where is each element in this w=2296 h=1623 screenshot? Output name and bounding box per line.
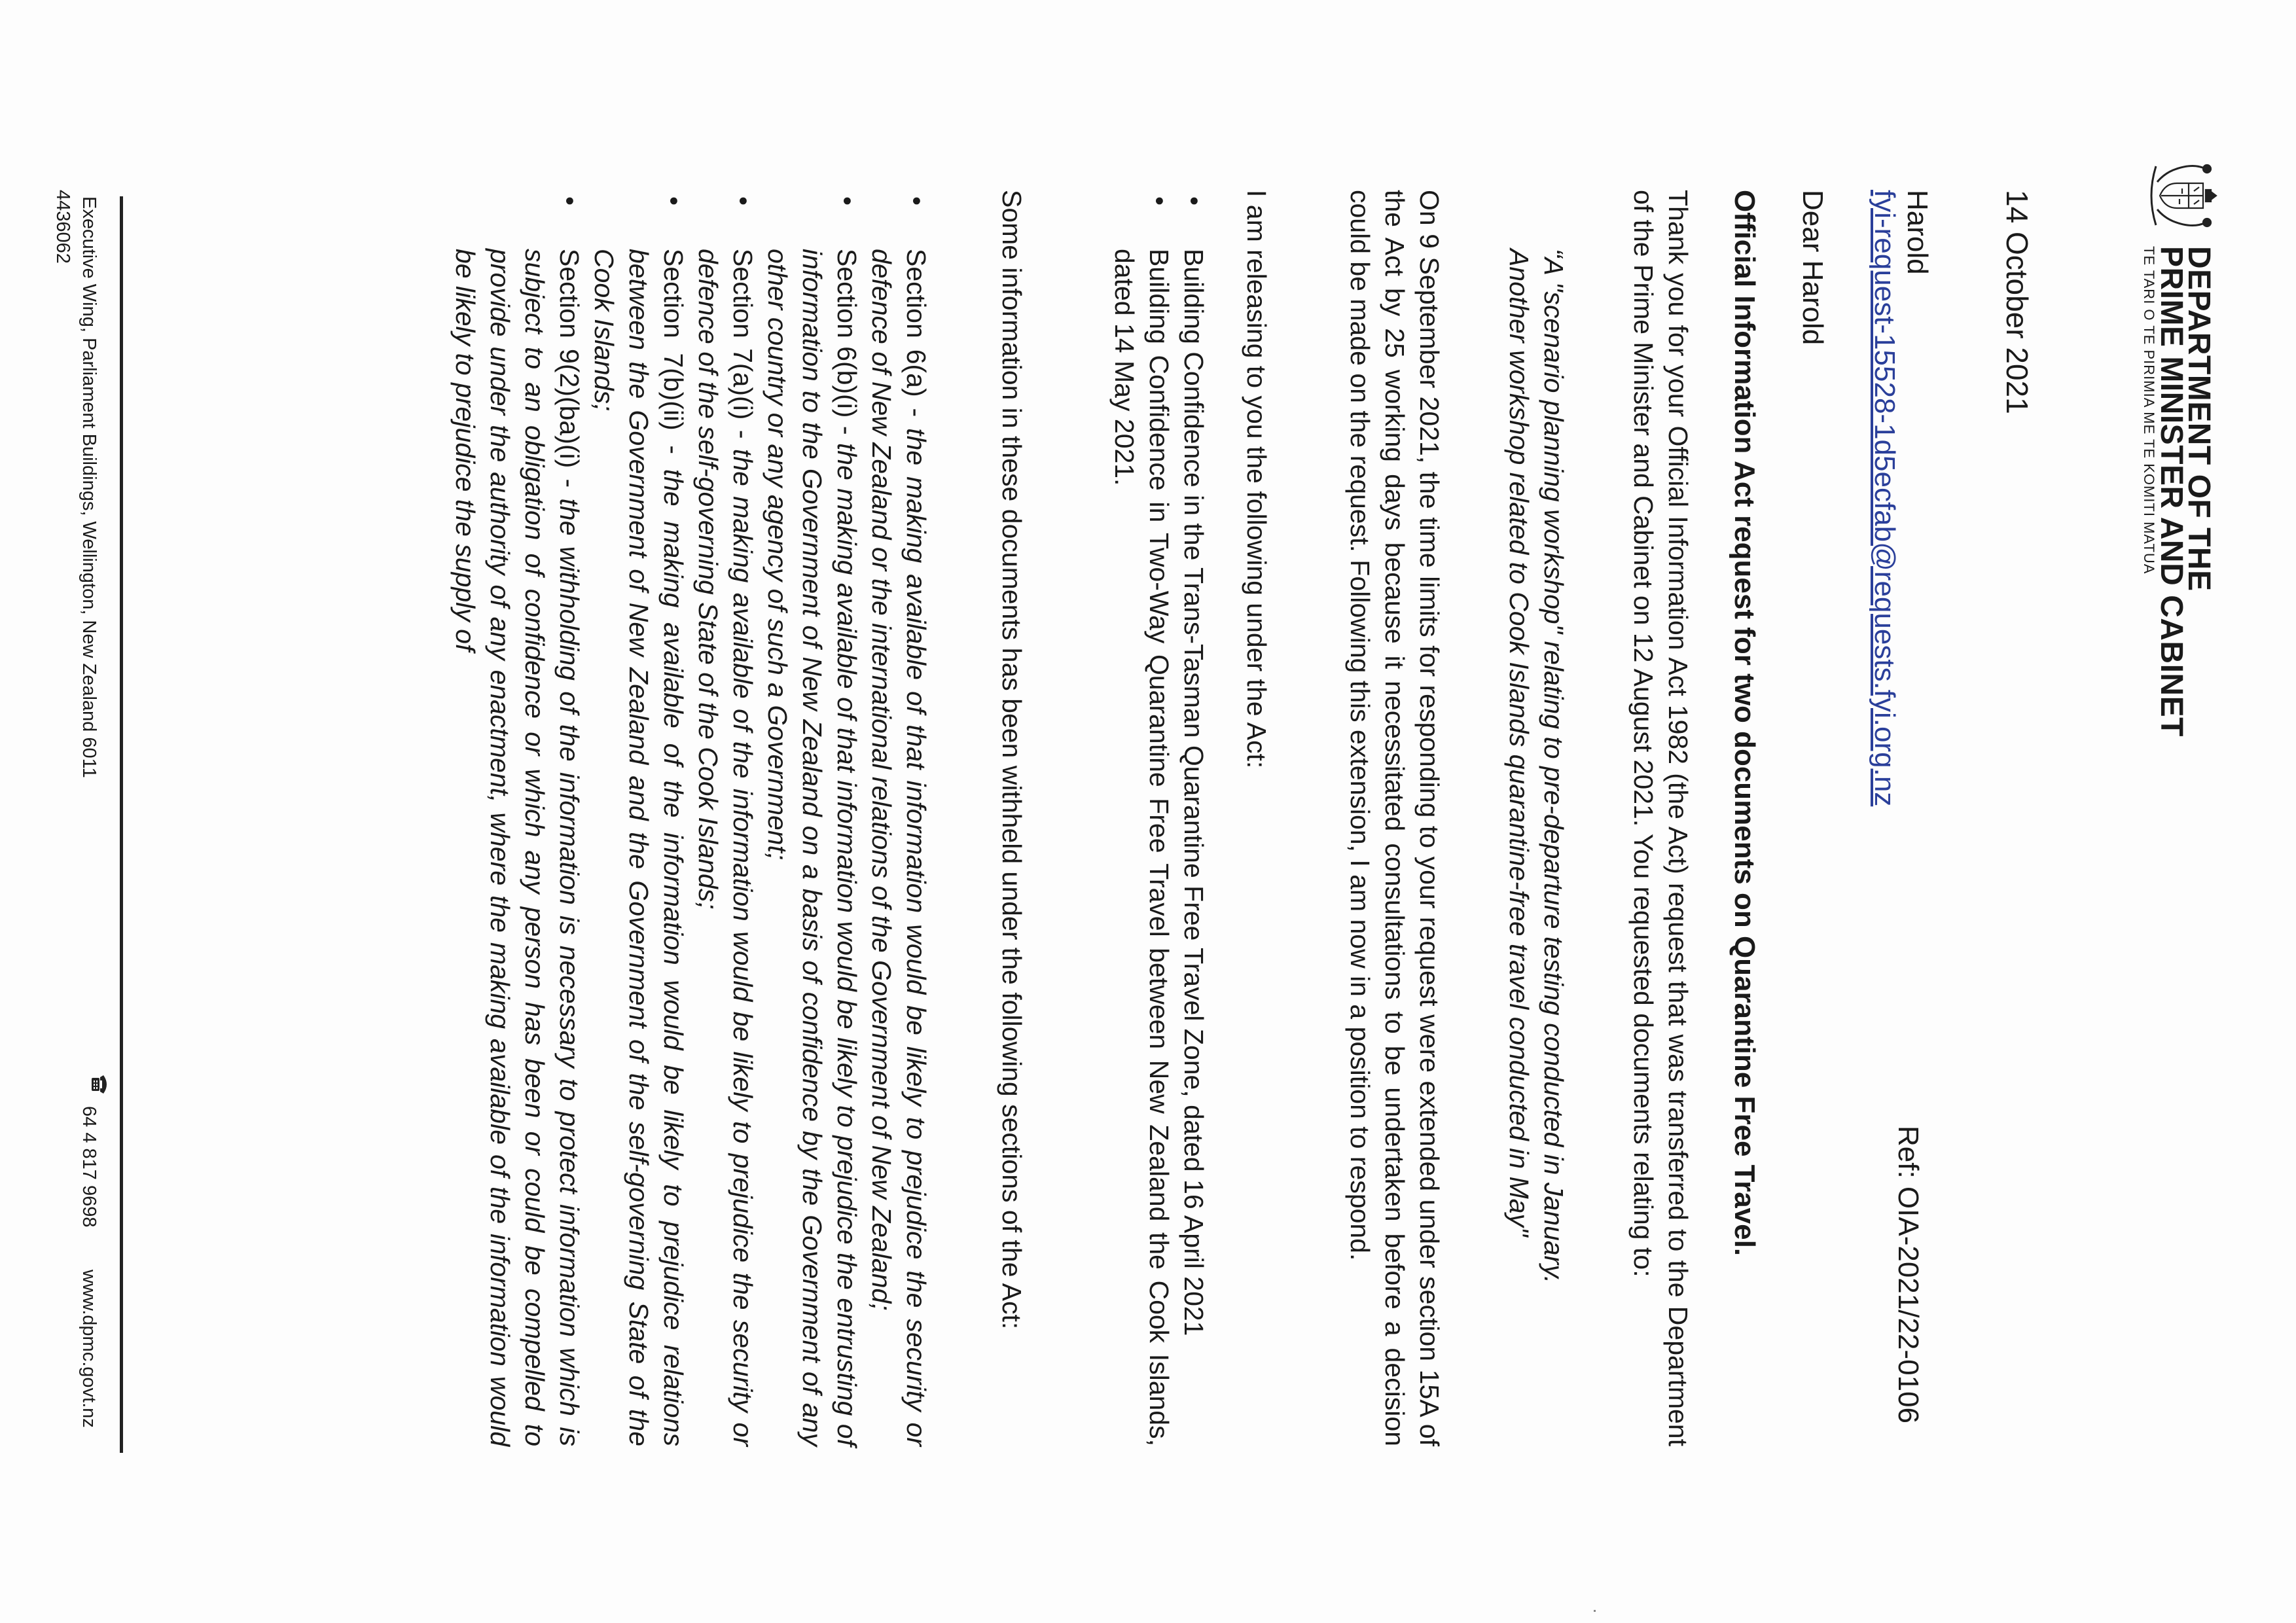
list-item — [1107, 190, 1176, 1446]
section-number: Section 9(2)(ba)(i) - — [554, 249, 584, 488]
withheld-paragraph: Some information in these documents has been withheld under the following sections of the Act: — [997, 190, 1027, 1330]
footer-website-link[interactable]: www.dpmc.govt.nz — [79, 1270, 99, 1428]
section-description: the making available of that information would be likely to prejudice the security or defence of New Zealand or the international relations of the Government of New Zealand; — [867, 249, 931, 1446]
released-document-title: Building Confidence in the Trans-Tasman Quarantine Free Travel Zone, dated 16 April 2021 — [1179, 249, 1209, 1336]
org-name-line1: DEPARTMENT OF THE — [2181, 246, 2216, 592]
quote-line-2: Another workshop related to Cook Islands quarantine-free travel conducted in May" — [1504, 249, 1534, 1237]
list-item — [691, 190, 760, 1446]
bullet-icon: • — [1179, 196, 1208, 206]
section-description: the withholding of the information is necessary to protect information which is subject to an obligation of confidence or which any person has been or could be compelled to provide under the authority of any enactment, where the making available of the information would be likely to prejudice the supply of — [450, 249, 584, 1446]
intro-paragraph: Thank you for your Official Information Act 1982 (the Act) request that was transferred to the Department of the Prime Minister and Cabinet on 12 August 2021. You requested documents relating to: — [1628, 190, 1693, 1446]
section-number: Section 6(b)(i) - — [832, 249, 862, 435]
list-item — [864, 190, 933, 1446]
letter-subject: Official Information Act request for two documents on Quarantine Free Travel. — [1729, 190, 1761, 1257]
section-number: Section 7(a)(i) - — [728, 249, 758, 439]
bullet-icon: • — [555, 196, 584, 206]
releasing-paragraph: I am releasing to you the following under the Act: — [1242, 190, 1272, 769]
recipient-name: Harold — [1901, 190, 1933, 275]
requested-items-quote — [1501, 249, 1571, 1446]
section-description: the making available of the information would be likely to prejudice the security or defence of the self-governing State of the Cook Islands; — [693, 249, 758, 1446]
footer-divider — [120, 196, 123, 1453]
reference-number: Ref: OIA-2021/22-0106 — [1892, 1126, 1924, 1423]
list-item — [1176, 190, 1211, 1446]
scan-speck — [1594, 1610, 1596, 1612]
org-name-maori: TE TARI O TE PIRIMIA ME TE KOMITI MATUA — [2141, 246, 2157, 575]
footer-address: Executive Wing, Parliament Buildings, Wellington, New Zealand 6011 — [79, 196, 99, 778]
withheld-sections-list — [448, 190, 933, 1446]
section-number: Section 7(b)(ii) - — [658, 249, 689, 455]
open-quote-mark: “ — [1539, 249, 1569, 258]
list-item — [448, 190, 586, 1446]
quote-line-1 — [1536, 249, 1571, 1446]
section-number: Section 6(a) - — [901, 249, 931, 418]
footer-phone: 64 4 817 9698 — [79, 1106, 99, 1228]
telephone-icon — [90, 1073, 110, 1096]
released-document-title: Building Confidence in Two-Way Quarantine Free Travel between New Zealand the Cook Islands, dated 14 May 2021. — [1109, 249, 1174, 1446]
bullet-icon: • — [1145, 196, 1174, 206]
salutation: Dear Harold — [1797, 190, 1829, 346]
released-documents-list — [1107, 190, 1211, 1446]
bullet-icon: • — [659, 196, 688, 206]
bullet-icon: • — [833, 196, 861, 206]
section-description: the making available of the information would be likely to prejudice relations between the Government of New Zealand and the Government of the self-governing State of the Cook Islands; — [589, 249, 689, 1446]
coat-of-arms-icon — [2148, 157, 2219, 234]
bullet-icon: • — [728, 196, 757, 206]
extension-paragraph: On 9 September 2021, the time limits for responding to your request were extended under section 15A of the Act by 25 working days because it necessitated consultations to be undertaken before a decision could be made on the request. Following this extension, I am now in a position to respond. — [1345, 190, 1444, 1446]
org-name-line2: PRIME MINISTER AND CABINET — [2154, 246, 2189, 737]
bullet-icon: • — [902, 196, 931, 206]
letter-date: 14 October 2021 — [2000, 190, 2034, 414]
document-id: 4436062 — [52, 190, 73, 264]
recipient-email-link[interactable]: fyi-request-15528-1d5ecfab@requests.fyi.org.nz — [1869, 190, 1901, 807]
list-item — [760, 190, 864, 1446]
section-description: the making available of that information would be likely to prejudice the entrusting of information to the Government of New Zealand on a basis of confidence by the Government of any other country or any agency of such a Government; — [762, 249, 862, 1446]
quote-text-1: A "scenario planning workshop" relating to pre-departure testing conducted in January. — [1539, 257, 1569, 1284]
list-item — [586, 190, 691, 1446]
